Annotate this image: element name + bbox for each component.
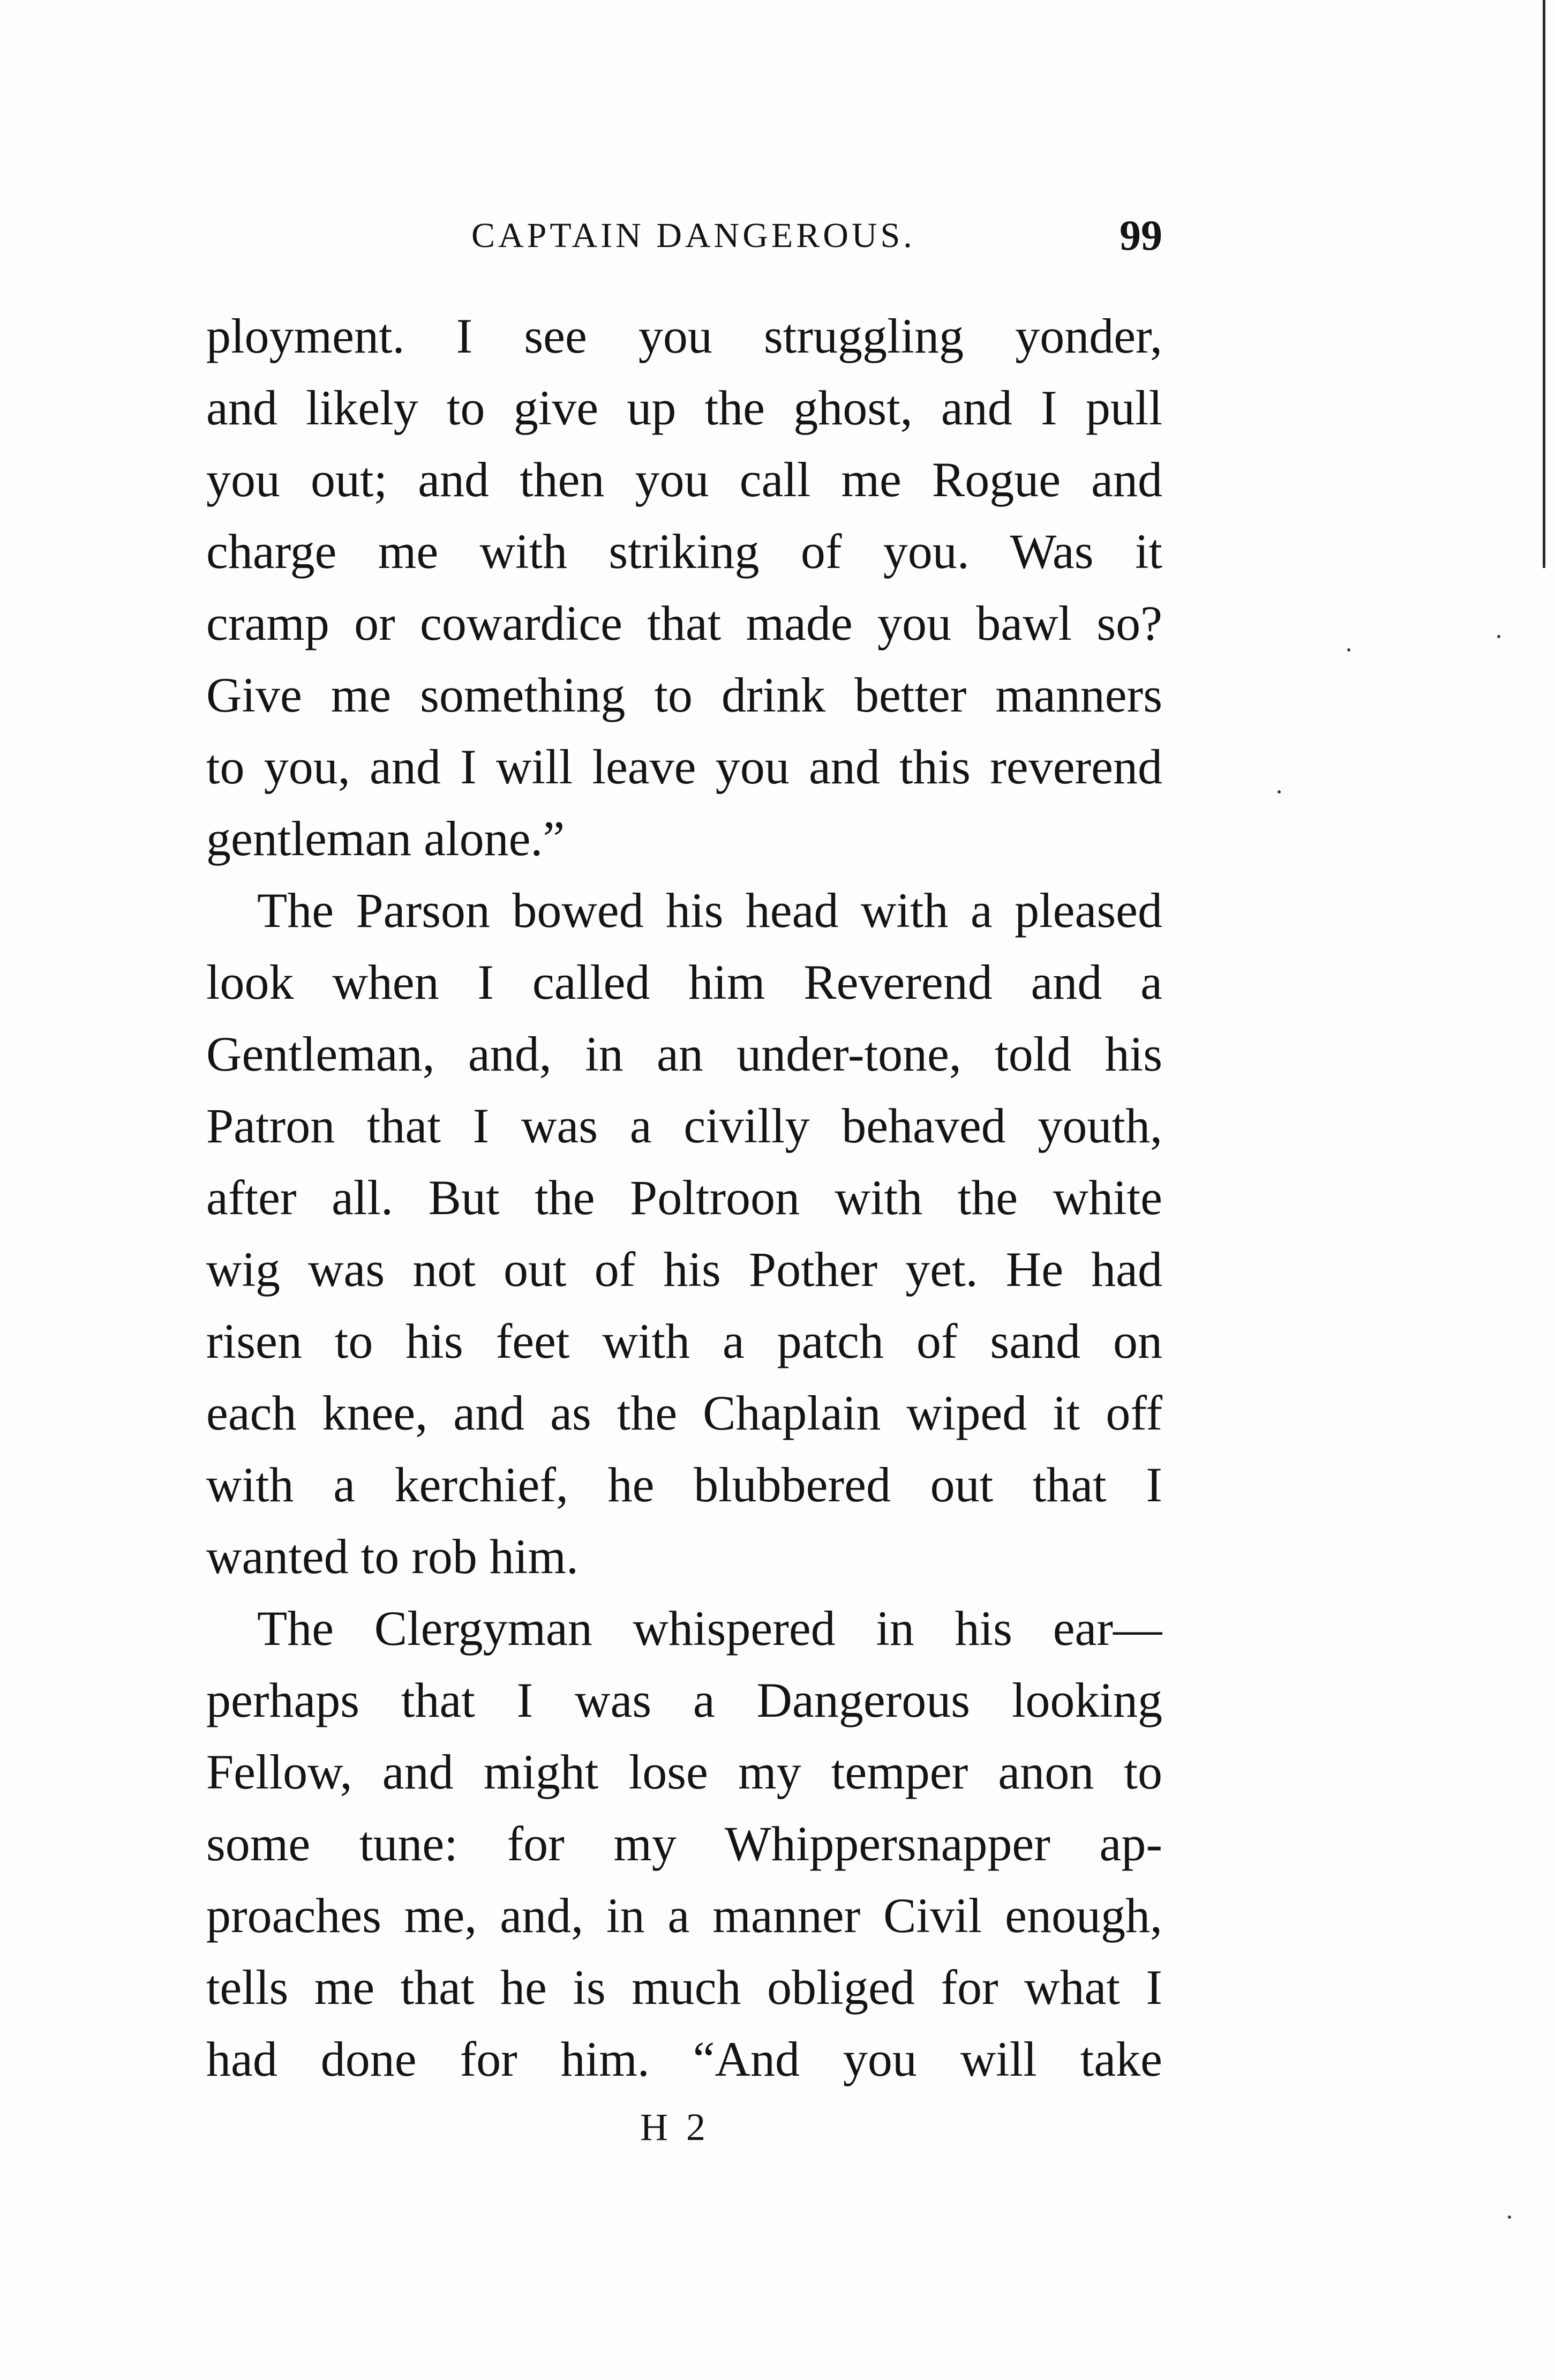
text-line: wig was not out of his Pother yet. He had [206, 1242, 1162, 1297]
text-line: Fellow, and might lose my temper anon to [206, 1745, 1162, 1799]
page-number: 99 [1120, 212, 1162, 259]
signature-mark: H 2 [640, 2106, 710, 2149]
text-line: some tune: for my Whippersnapper ap- [206, 1816, 1162, 1871]
text-line: you out; and then you call me Rogue and [206, 452, 1162, 507]
text-line: look when I called him Reverend and a [206, 955, 1162, 1009]
body-text [206, 300, 1162, 2095]
text-line: ployment. I see you struggling yonder, [206, 309, 1162, 363]
text-line: each knee, and as the Chaplain wiped it off [206, 1386, 1162, 1440]
ink-speck [1278, 790, 1281, 794]
ink-speck [1497, 635, 1500, 638]
page-edge-line [1543, 0, 1545, 568]
text-line: wanted to rob him. [206, 1529, 579, 1584]
paragraph-start-line: The Clergyman whispered in his ear— [257, 1601, 1162, 1656]
text-line: after all. But the Poltroon with the white [206, 1170, 1162, 1225]
text-line: charge me with striking of you. Was it [206, 524, 1162, 579]
text-line: had done for him. “And you will take [206, 2032, 1162, 2086]
text-line: with a kerchief, he blubbered out that I [206, 1457, 1162, 1512]
ink-speck [1347, 648, 1350, 652]
ink-speck [1508, 2216, 1511, 2219]
paragraph-start-line: The Parson bowed his head with a pleased [257, 883, 1162, 938]
text-line: Patron that I was a civilly behaved youth, [206, 1098, 1162, 1153]
text-line: Gentleman, and, in an under-tone, told his [206, 1027, 1162, 1081]
text-line: perhaps that I was a Dangerous looking [206, 1673, 1162, 1727]
text-line: cramp or cowardice that made you bawl so? [206, 596, 1162, 650]
text-line: and likely to give up the ghost, and I pull [206, 380, 1162, 435]
running-head [206, 212, 1162, 260]
text-line: proaches me, and, in a manner Civil enough, [206, 1888, 1162, 1943]
text-line: gentleman alone.” [206, 811, 565, 866]
text-line: Give me something to drink better manners [206, 668, 1162, 722]
running-title: CAPTAIN DANGEROUS. [471, 216, 915, 255]
text-line: tells me that he is much obliged for what I [206, 1960, 1162, 2015]
text-line: risen to his feet with a patch of sand on [206, 1314, 1162, 1368]
text-line: to you, and I will leave you and this reverend [206, 739, 1162, 794]
